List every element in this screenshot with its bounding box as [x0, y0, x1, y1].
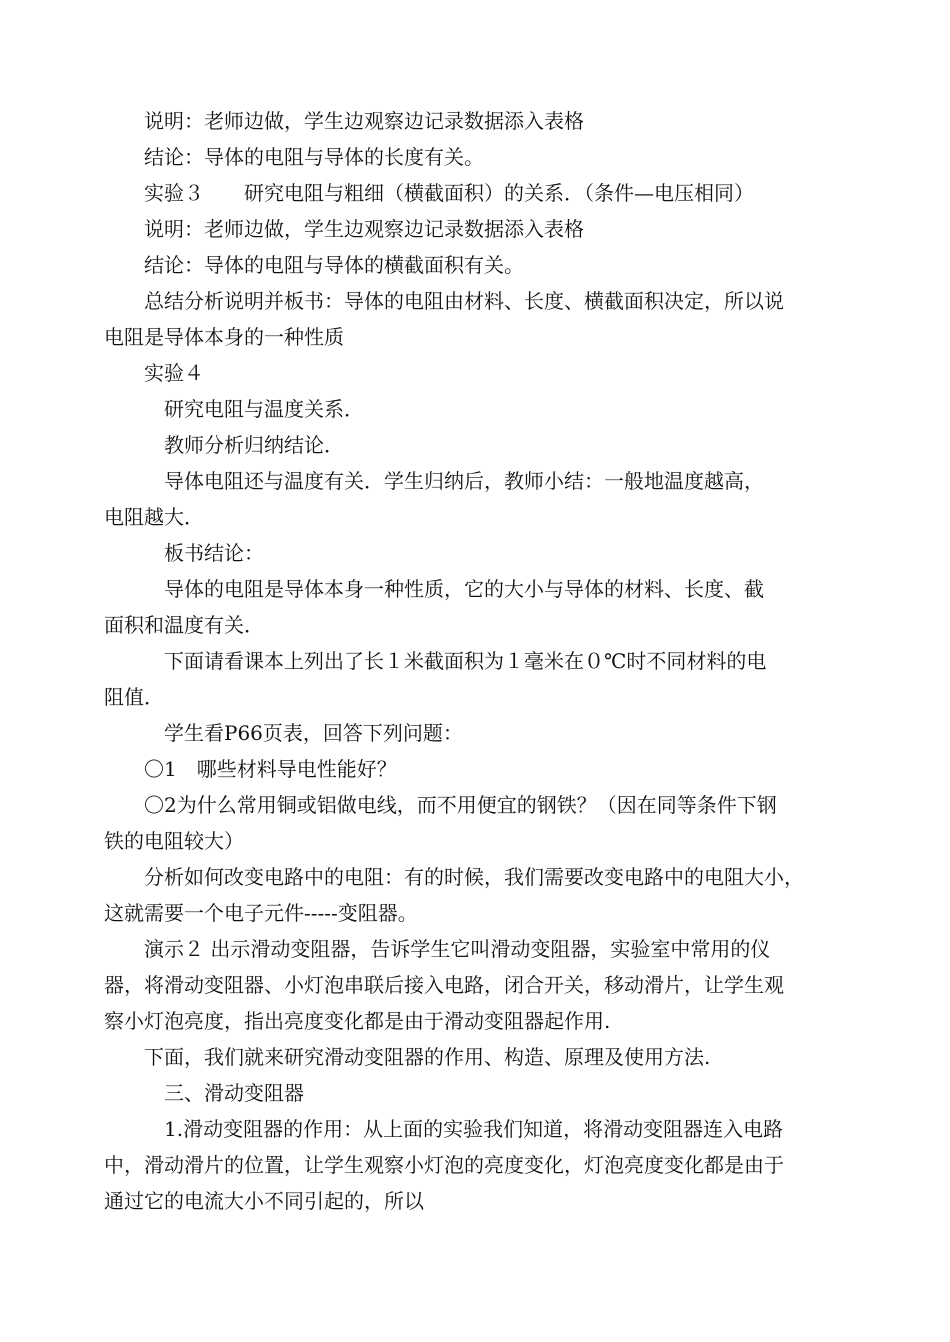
- paragraph: [104, 175, 850, 211]
- text-line: 分析如何改变电路中的电阻：有的时候，我们需要改变电路中的电阻大小，: [104, 865, 804, 889]
- text-line: 这就需要一个电子元件-----变阻器。: [104, 901, 418, 925]
- text-line: 学生看P66页表，回答下列问题：: [104, 721, 463, 745]
- paragraph: [104, 139, 850, 175]
- text-line: 教师分析归纳结论．: [104, 433, 344, 457]
- text-line: 通过它的电流大小不同引起的，所以: [104, 1189, 424, 1213]
- text-line: 阻值．: [104, 685, 164, 709]
- paragraph: [104, 463, 850, 535]
- text-line: 察小灯泡亮度，指出亮度变化都是由于滑动变阻器起作用.: [104, 1009, 611, 1033]
- text-line: 导体的电阻是导体本身一种性质，它的大小与导体的材料、长度、截: [104, 577, 764, 601]
- paragraph: [104, 643, 850, 715]
- text-line: 三、滑动变阻器: [104, 1081, 304, 1105]
- text-line: 〇2为什么常用铜或铝做电线，而不用便宜的钢铁？（因在同等条件下钢: [104, 793, 777, 817]
- text-line: 电阻越大．: [104, 505, 204, 529]
- text-line: 结论：导体的电阻与导体的横截面积有关。: [104, 253, 524, 277]
- text-line: 板书结论：: [104, 541, 264, 565]
- text-line: 实验４: [104, 361, 204, 385]
- paragraph: [104, 535, 850, 571]
- paragraph: [104, 1039, 850, 1075]
- text-line: 电阻是导体本身的一种性质: [104, 325, 344, 349]
- text-line: 铁的电阻较大）: [104, 829, 244, 853]
- paragraph: [104, 859, 850, 931]
- paragraph: [104, 931, 850, 1039]
- paragraph: [104, 715, 850, 751]
- paragraph: [104, 427, 850, 463]
- text-line: 结论：导体的电阻与导体的长度有关。: [104, 145, 484, 169]
- paragraph: [104, 283, 850, 355]
- text-line: 下面请看课本上列出了长１米截面积为１毫米在０℃时不同材料的电: [104, 649, 767, 673]
- paragraph: [104, 211, 850, 247]
- text-line: 导体电阻还与温度有关．学生归纳后，教师小结：一般地温度越高，: [104, 469, 764, 493]
- paragraph: [104, 751, 850, 787]
- text-line: 研究电阻与温度关系．: [104, 397, 364, 421]
- text-line: 器，将滑动变阻器、小灯泡串联后接入电路，闭合开关，移动滑片，让学生观: [104, 973, 784, 997]
- paragraph: [104, 103, 850, 139]
- paragraph: [104, 571, 850, 643]
- paragraph: [104, 391, 850, 427]
- text-line: 实验３ 研究电阻与粗细（横截面积）的关系．（条件—电压相同）: [104, 181, 754, 205]
- text-line: 说明：老师边做，学生边观察边记录数据添入表格: [104, 217, 584, 241]
- text-line: 〇1 哪些材料导电性能好？: [104, 757, 397, 781]
- text-line: 总结分析说明并板书：导体的电阻由材料、长度、横截面积决定，所以说: [104, 289, 784, 313]
- text-line: 下面，我们就来研究滑动变阻器的作用、构造、原理及使用方法.: [104, 1045, 711, 1069]
- text-line: 演示２ 出示滑动变阻器，告诉学生它叫滑动变阻器，实验室中常用的仪: [104, 937, 771, 961]
- text-line: 中，滑动滑片的位置，让学生观察小灯泡的亮度变化，灯泡亮度变化都是由于: [104, 1153, 784, 1177]
- text-line: 面积和温度有关．: [104, 613, 264, 637]
- paragraph: [104, 355, 850, 391]
- text-line: 说明：老师边做，学生边观察边记录数据添入表格: [104, 109, 584, 133]
- paragraph: [104, 787, 850, 859]
- paragraph: [104, 1111, 850, 1219]
- paragraph: [104, 1075, 850, 1111]
- text-line: 1.滑动变阻器的作用：从上面的实验我们知道，将滑动变阻器连入电路: [104, 1117, 784, 1141]
- paragraph: [104, 247, 850, 283]
